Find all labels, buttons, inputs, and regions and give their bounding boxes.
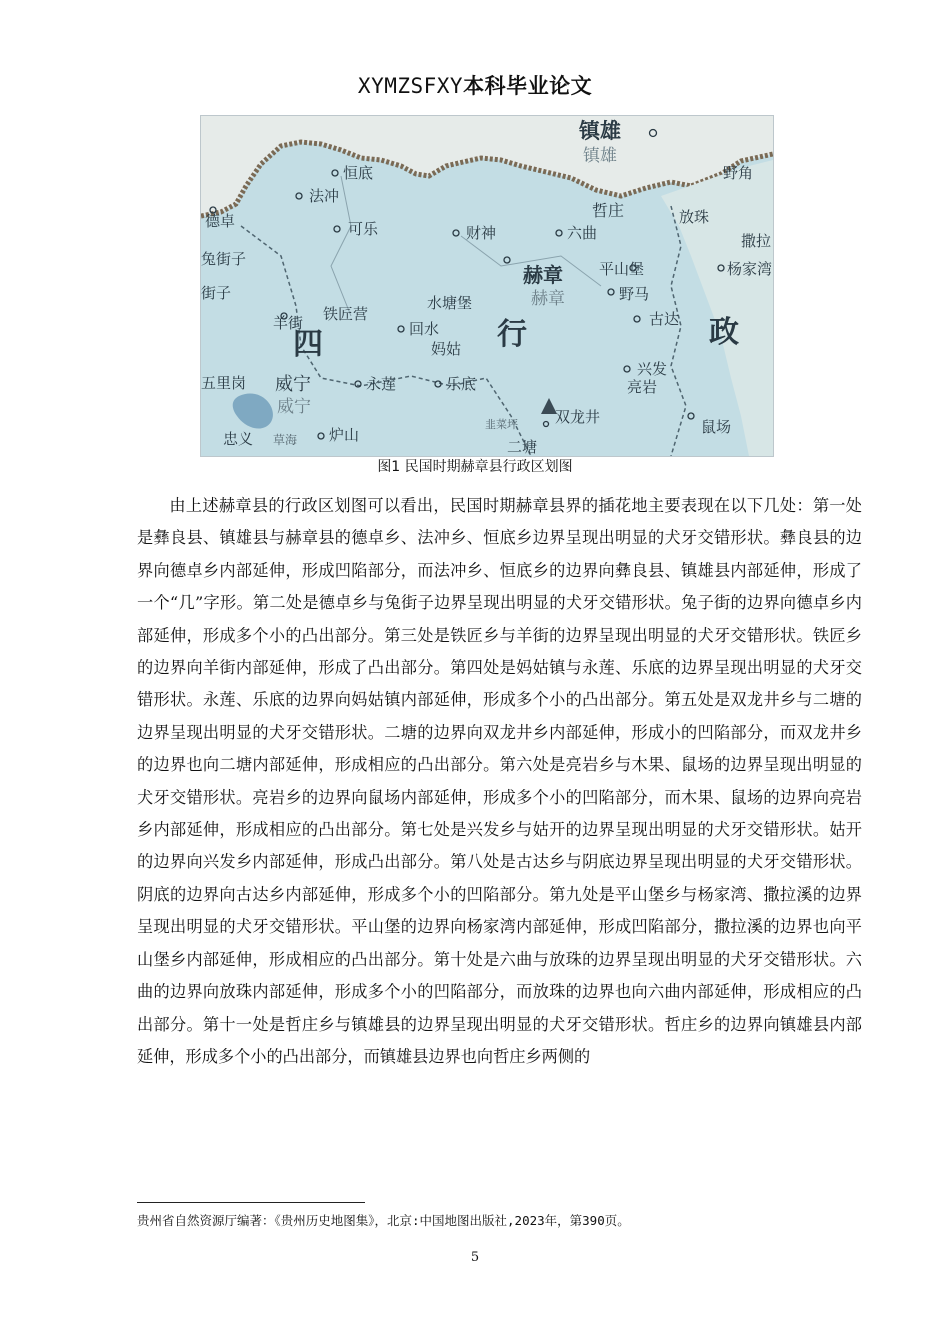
label-wulibao: 五里岗 — [201, 374, 247, 392]
label-yangjia: 杨家湾 — [727, 260, 773, 278]
label-hezhang-faded: 赫章 — [531, 289, 565, 309]
label-zhenxiong: 镇雄 — [579, 119, 621, 143]
label-liangyan: 亮岩 — [627, 378, 658, 396]
label-yonglian: 永莲 — [366, 375, 397, 393]
page-header — [0, 70, 950, 100]
label-ertang: 二塘 — [507, 438, 538, 456]
label-yangjie: 羊街 — [273, 314, 304, 332]
label-liuqu: 六曲 — [567, 224, 598, 242]
label-weining: 威宁 — [275, 374, 311, 395]
label-ledi: 乐底 — [446, 375, 477, 393]
historical-map-figure — [200, 115, 774, 457]
label-shuitangbao: 水塘堡 — [427, 294, 473, 312]
label-fachong: 法冲 — [309, 187, 340, 205]
label-huishui: 回水 — [409, 320, 440, 338]
label-guda: 古达 — [649, 310, 680, 328]
label-dezhuo: 德卓 — [205, 212, 236, 230]
label-hezhang: 赫章 — [523, 263, 563, 287]
thesis-title: 本科毕业论文 — [463, 74, 593, 98]
label-region-xing: 行 — [497, 317, 527, 352]
label-caohai: 草海 — [273, 433, 298, 447]
label-shuchang: 鼠场 — [701, 418, 732, 436]
figure-caption: 图1 民国时期赫章县行政区划图 — [377, 459, 573, 475]
footnote-divider — [137, 1202, 365, 1203]
label-xingfa: 兴发 — [637, 360, 668, 378]
page-number: 5 — [470, 1250, 480, 1265]
label-yema: 野马 — [619, 285, 650, 303]
label-region-si: 四 — [293, 327, 323, 362]
label-jiezi: 街子 — [201, 284, 232, 302]
label-sala: 撒拉 — [741, 232, 772, 250]
body-paragraph: 由上述赫章县的行政区划图可以看出，民国时期赫章县界的插花地主要表现在以下几处：第一处是彝良县、镇雄县与赫章县的德卓乡、法冲乡、恒底乡边界呈现出明显的犬牙交错形状。彝良县的边界向德卓乡内部延伸，形成凹陷部分，而法冲乡、恒底乡的边界向彝良县、镇雄县内部延伸，形成了一个“几”字形。第二处是德卓乡与兔街子边界呈现出明显的犬牙交错形状。兔子街的边界向德卓乡内部延伸，形成多个小的凸出部分。第三处是铁匠乡与羊街的边界呈现出明显的犬牙交错形状。铁匠乡的边界向羊街内部延伸，形成了凸出部分。第四处是妈姑镇与永莲、乐底的边界呈现出明显的犬牙交错形状。永莲、乐底的边界向妈姑镇内部延伸，形成多个小的凸出部分。第五处是双龙井乡与二塘的边界呈现出明显的犬牙交错形状。二塘的边界向双龙井乡内部延伸，形成小的凹陷部分，而双龙井乡的边界也向二塘内部延伸，形成相应的凸出部分。第六处是亮岩乡与木果、鼠场的边界呈现出明显的犬牙交错形状。亮岩乡的边界向鼠场内部延伸，形成多个小的凹陷部分，而木果、鼠场的边界向亮岩乡内部延伸，形成相应的凸出部分。第七处是兴发乡与姑开的边界呈现出明显的犬牙交错形状。姑开的边界向兴发乡内部延伸，形成凸出部分。第八处是古达乡与阴底边界呈现出明显的犬牙交错形状。阴底的边界向古达乡内部延伸，形成多个小的凹陷部分。第九处是平山堡乡与杨家湾、撒拉溪的边界呈现出明显的犬牙交错形状。平山堡的边界向杨家湾内部延伸，形成凹陷部分，撒拉溪的边界也向平山堡乡内部延伸，形成相应的凸出部分。第十处是六曲与放珠的边界呈现出明显的犬牙交错形状。六曲的边界向放珠内部延伸，形成多个小的凹陷部分，而放珠的边界也向六曲内部延伸，形成相应的凸出部分。第十一处是哲庄乡与镇雄县的边界呈现出明显的犬牙交错形状。哲庄乡的边界向镇雄县内部延伸，形成多个小的凸出部分，而镇雄县边界也向哲庄乡两侧的 — [137, 496, 862, 1066]
label-pingshanbao: 平山堡 — [599, 260, 645, 278]
label-jiucaiping: 韭菜坪 — [485, 418, 518, 431]
label-kele: 可乐 — [348, 220, 379, 238]
label-caishen: 财神 — [466, 224, 497, 242]
label-zhongyi: 忠义 — [223, 430, 254, 448]
label-shuanglongjing: 双龙井 — [555, 408, 601, 426]
label-yejiao: 野角 — [723, 164, 754, 182]
label-fangzhu: 放珠 — [679, 208, 710, 226]
body-text — [137, 490, 862, 1073]
label-tiejiangying: 铁匠营 — [323, 305, 369, 323]
label-weining-faded: 威宁 — [277, 397, 311, 417]
label-region-zheng: 政 — [709, 315, 739, 350]
label-tuzijie: 兔街子 — [201, 250, 247, 268]
label-hengdi: 恒底 — [343, 164, 374, 182]
school-code: XYMZSFXY — [357, 74, 464, 98]
map-svg — [201, 116, 773, 456]
label-lushan: 炉山 — [329, 426, 360, 444]
footnote: 贵州省自然资源厅编著：《贵州历史地图集》，北京:中国地图出版社,2023年，第390页。 — [137, 1213, 630, 1228]
label-zhenxiong-faded: 镇雄 — [583, 146, 617, 166]
label-magu: 妈姑 — [431, 340, 462, 358]
label-zhezhuang: 哲庄 — [592, 201, 625, 220]
